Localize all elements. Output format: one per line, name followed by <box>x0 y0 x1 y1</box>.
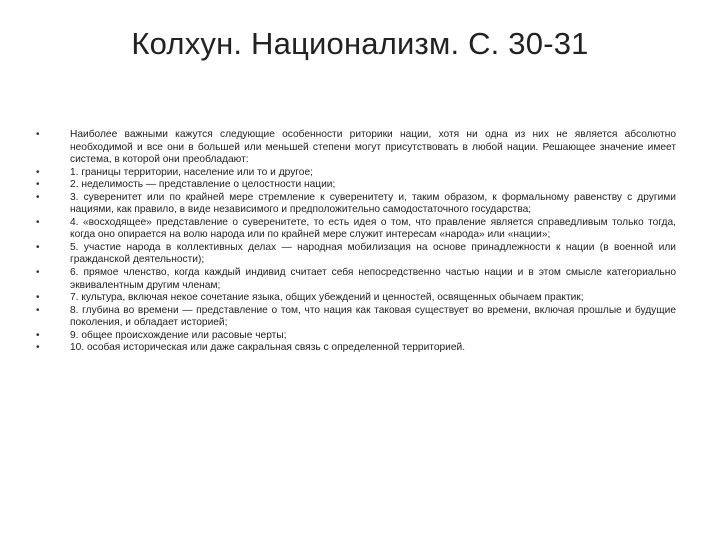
list-item <box>36 342 676 355</box>
list-item <box>36 129 676 167</box>
list-item <box>36 292 676 305</box>
bullet-icon: • <box>36 191 40 203</box>
list-item-text: 2. неделимость — представление о целостности нации; <box>70 179 336 191</box>
list-item-text: 5. участие народа в коллективных делах — народная мобилизация на основе принадлежности к нации (в военной или гражданской деятельности); <box>70 241 676 266</box>
bullet-icon: • <box>36 129 40 140</box>
list-item-text: 3. суверенитет или по крайней мере стремление к суверенитету и, таким образом, к формальному равенству с другими нациями, как правило, в виде независимого и предположительно самодостаточного государства; <box>70 191 676 216</box>
list-item-text: 10. особая историческая или даже сакральная связь с определенной территорией. <box>70 342 466 354</box>
list-item <box>36 305 676 330</box>
bullet-icon: • <box>36 166 40 178</box>
bullet-list <box>36 129 676 355</box>
list-item-text: 9. общее происхождение или расовые черты; <box>70 329 287 341</box>
list-item <box>36 192 676 217</box>
bullet-icon: • <box>36 179 40 191</box>
list-item <box>36 217 676 242</box>
slide-title: Колхун. Национализм. С. 30-31 <box>131 26 589 61</box>
list-item-text: Наиболее важными кажутся следующие особенности риторики нации, хотя ни одна из них не является абсолютно необходимой и все они в большей или меньшей степени могут присутствовать в любой нации. Решающее значение имеет система, в которой они преобладают: <box>70 129 676 166</box>
bullet-icon: • <box>36 292 40 304</box>
list-item <box>36 267 676 292</box>
list-item-text: 7. культура, включая некое сочетание языка, общих убеждений и ценностей, освященных обычаем практик; <box>70 292 584 304</box>
list-item-text: 6. прямое членство, когда каждый индивид считает себя непосредственно частью нации и в этом смысле категориально эквивалентным другим членам; <box>70 267 676 291</box>
bullet-icon: • <box>36 267 40 279</box>
bullet-icon: • <box>36 241 40 253</box>
list-item <box>36 242 676 267</box>
list-item-text: 1. границы территории, население или то и другое; <box>70 166 313 178</box>
list-item-text: 8. глубина во времени — представление о том, что нация как таковая существует во времени, включая прошлые и будущие поколения, и обладает историей; <box>70 304 676 329</box>
list-item <box>36 179 676 192</box>
bullet-icon: • <box>36 216 40 228</box>
bullet-icon: • <box>36 342 40 354</box>
list-item <box>36 330 676 343</box>
list-item <box>36 167 676 180</box>
list-item-text: 4. «восходящее» представление о суверенитете, то есть идея о том, что правление является справедливым только тогда, когда оно опирается на волю народа или по крайней мере служит интересам «народа» или «нации»; <box>70 216 676 241</box>
bullet-icon: • <box>36 329 40 341</box>
bullet-icon: • <box>36 304 40 316</box>
